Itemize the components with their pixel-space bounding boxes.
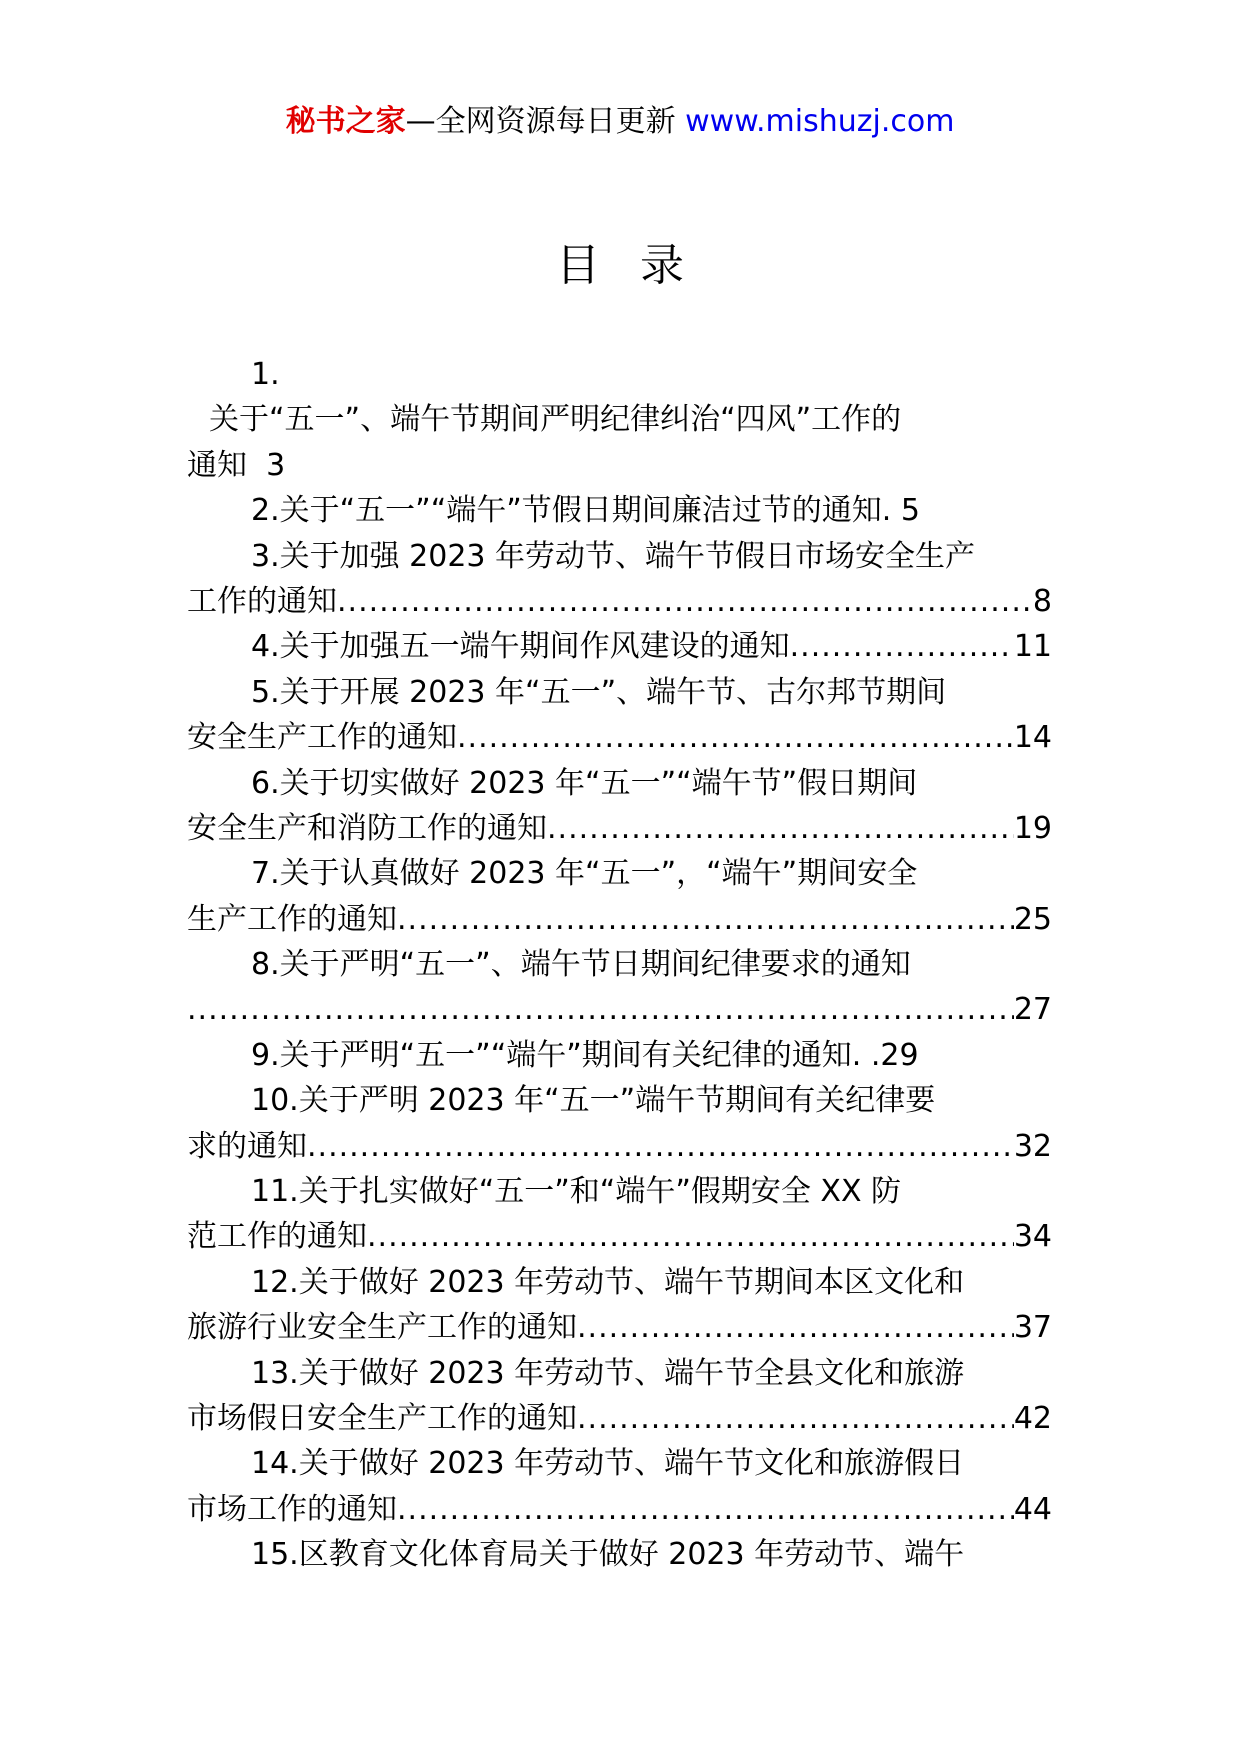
toc-entry-12-num: 12. <box>251 1264 299 1300</box>
toc-entry-14-page: 44 <box>1013 1491 1052 1527</box>
toc-entry-8-line1[interactable] <box>187 942 1052 987</box>
site-header <box>0 100 1240 144</box>
toc-entry-8-page: 27 <box>1013 992 1052 1028</box>
toc-entry-14-line2[interactable]: 市场工作的通知 ..... 44 <box>187 1487 1052 1532</box>
toc-entry-4-num: 4. <box>251 629 280 665</box>
toc-entry-9-page: 29 <box>880 1037 919 1073</box>
toc-entry-1-num: 1. <box>251 357 280 392</box>
toc-entry-3-num: 3. <box>251 538 280 574</box>
toc-entry-3-line1[interactable]: 3.关于加强 2023 年劳动节、端午节假日市场安全生产 <box>251 538 976 574</box>
table-of-contents <box>187 352 1052 1578</box>
toc-entry-7-page: 25 <box>1013 901 1052 937</box>
site-url-link[interactable]: www.mishuzj.com <box>685 104 955 139</box>
toc-entry-11-page: 34 <box>1013 1219 1052 1255</box>
toc-entry-4-page: 11 <box>1013 629 1052 665</box>
toc-entry-14-num: 14. <box>251 1446 299 1482</box>
toc-entry-10-line2[interactable]: 求的通知 ..... 32 <box>187 1124 1052 1169</box>
toc-entry-4-text: 关于加强五一端午期间作风建设的通知 <box>279 629 790 665</box>
toc-entry-11-line1[interactable]: 11.关于扎实做好“五一”和“端午”假期安全 XX 防 <box>251 1174 902 1210</box>
header-tagline: —全网资源每日更新 <box>405 104 676 139</box>
toc-entry-6-line2[interactable]: 安全生产和消防工作的通知 ..... 19 <box>187 806 1052 851</box>
toc-entry-13-line2[interactable]: 市场假日安全生产工作的通知 ..... 42 <box>187 1396 1052 1441</box>
toc-entry-7-num: 7. <box>251 856 280 892</box>
toc-entry-9-text: 关于严明“五一”“端午”期间有关纪律的通知 <box>279 1037 852 1073</box>
brand-name: 秘书之家 <box>285 104 406 139</box>
toc-entry-13-page: 42 <box>1013 1400 1052 1436</box>
toc-entry-12-page: 37 <box>1013 1310 1052 1346</box>
toc-entry-2[interactable]: 2.关于“五一”“端午”节假日期间廉洁过节的通知. 5 <box>251 493 920 529</box>
toc-entry-8-line2[interactable] <box>187 987 1052 1032</box>
toc-entry-14-line1[interactable]: 14.关于做好 2023 年劳动节、端午节文化和旅游假日 <box>251 1446 965 1482</box>
toc-entry-12-line2[interactable]: 旅游行业安全生产工作的通知 ..... 37 <box>187 1305 1052 1350</box>
toc-entry-7-line2[interactable]: 生产工作的通知 ..... 25 <box>187 897 1052 942</box>
toc-entry-15-num: 15. <box>251 1537 299 1573</box>
toc-entry-11-num: 11. <box>251 1174 299 1210</box>
toc-entry-6-page: 19 <box>1013 810 1052 846</box>
toc-entry-8-text: 关于严明“五一”、端午节日期间纪律要求的通知 <box>279 947 911 983</box>
toc-entry-2-page: 5 <box>900 493 920 529</box>
toc-entry-10-line1[interactable]: 10.关于严明 2023 年“五一”端午节期间有关纪律要 <box>251 1083 936 1119</box>
toc-entry-6-num: 6. <box>251 765 280 801</box>
toc-entry-5-line2[interactable]: 安全生产工作的通知 ..... 14 <box>187 715 1052 760</box>
toc-entry-8-num: 8. <box>251 947 280 983</box>
toc-entry-9[interactable]: 9.关于严明“五一”“端午”期间有关纪律的通知. .29 <box>251 1037 919 1073</box>
toc-entry-2-text: 关于“五一”“端午”节假日期间廉洁过节的通知 <box>279 493 882 529</box>
toc-entry-9-num: 9. <box>251 1037 280 1073</box>
toc-entry-5-page: 14 <box>1013 720 1052 756</box>
toc-entry-7-line1[interactable]: 7.关于认真做好 2023 年“五一”，“端午”期间安全 <box>251 856 918 892</box>
toc-entry-12-line1[interactable]: 12.关于做好 2023 年劳动节、端午节期间本区文化和 <box>251 1264 965 1300</box>
toc-entry-2-num: 2. <box>251 493 280 529</box>
toc-entry-15-line1[interactable]: 15.区教育文化体育局关于做好 2023 年劳动节、端午 <box>251 1537 965 1573</box>
toc-entry-3-page: 8 <box>1032 583 1052 619</box>
toc-entry-13-num: 13. <box>251 1355 299 1391</box>
toc-entry-10-num: 10. <box>251 1083 299 1119</box>
toc-entry-6-line1[interactable]: 6.关于切实做好 2023 年“五一”“端午节”假日期间 <box>251 765 918 801</box>
toc-entry-11-line2[interactable]: 范工作的通知 ..... 34 <box>187 1214 1052 1259</box>
toc-entry-1-line2[interactable]: 通知 3 <box>187 447 286 483</box>
toc-entry-10-page: 32 <box>1013 1128 1052 1164</box>
toc-entry-4[interactable] <box>187 624 1052 669</box>
toc-entry-1-page: 3 <box>266 447 286 483</box>
page-title: 目录 <box>556 240 724 291</box>
toc-entry-13-line1[interactable]: 13.关于做好 2023 年劳动节、端午节全县文化和旅游 <box>251 1355 965 1391</box>
toc-entry-3-line2[interactable]: 工作的通知 ..... 8 <box>187 579 1052 624</box>
toc-entry-5-num: 5. <box>251 674 280 710</box>
toc-entry-1-line1[interactable]: 关于“五一”、端午节期间严明纪律纠治“四风”工作的 <box>209 402 902 438</box>
toc-entry-5-line1[interactable]: 5.关于开展 2023 年“五一”、端午节、古尔邦节期间 <box>251 674 947 710</box>
